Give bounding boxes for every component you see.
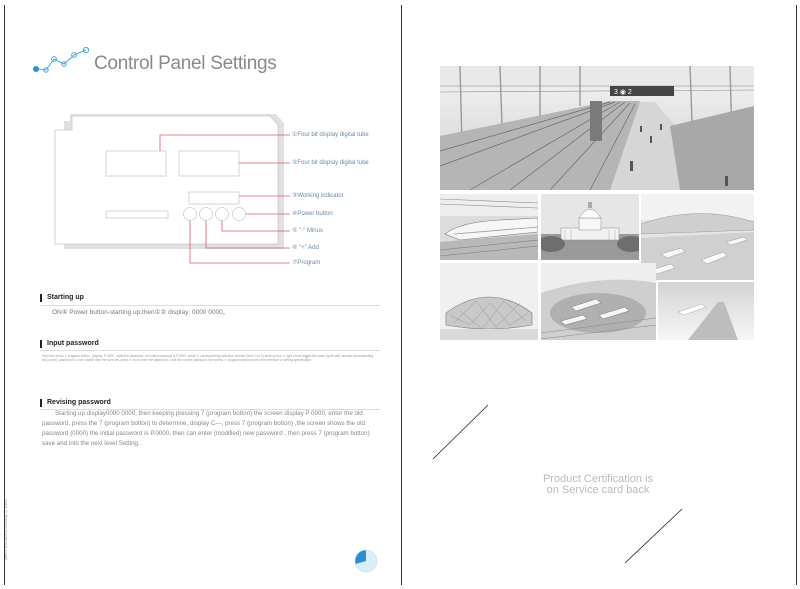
- digital-tube-display-1: [106, 151, 166, 176]
- callout-add: ⑥ "+" Add: [292, 245, 319, 251]
- callout-digital-tube-1: ①Four bit display digital tube: [292, 132, 369, 138]
- divider: [40, 305, 380, 306]
- cert-line-1: Product Certification is: [542, 473, 654, 485]
- svg-text:3 ◉ 2: 3 ◉ 2: [614, 89, 632, 96]
- add-button: [200, 208, 213, 221]
- program-button: [184, 208, 197, 221]
- certification-note: [401, 474, 795, 496]
- callout-program: ⑦Program: [292, 260, 321, 266]
- revising-password-heading: Revising password: [40, 399, 111, 407]
- railway-station-photo: [440, 66, 754, 190]
- minus-button: [216, 208, 229, 221]
- high-speed-train-photo: [440, 194, 538, 260]
- input-password-heading: Input password: [40, 340, 99, 348]
- runway-photo: [658, 282, 754, 340]
- page-dial-icon: [354, 549, 378, 573]
- revising-password-body: Starting up display0000 0000, then keeping pressing 7 (program botton) the screen display P 0000, enter the old password, press the 7 (program botton) to determine, display C---, press 7 (program botton) ,the screen shows the old password (0000) the initial password is P.0000, then can enter (modified) new password , then press 7 (program botton) save and into the next level Setting.: [42, 410, 370, 447]
- working-indicator: [189, 192, 239, 204]
- power-button: [233, 208, 246, 221]
- callout-power-button: ④Power button: [292, 211, 333, 217]
- airport-terminal-photo: [641, 194, 754, 280]
- callout-minus: ⑤ "-" Minus: [292, 228, 323, 234]
- birds-nest-stadium-photo: [440, 263, 538, 340]
- page-title: Control Panel Settings: [94, 53, 277, 74]
- side-note: ◎BOUT ◎ Productivity technology co.,limited.: [4, 498, 8, 560]
- digital-tube-display-2: [179, 151, 239, 176]
- starting-up-heading: Starting up: [40, 294, 84, 302]
- control-panel-diagram: [0, 0, 400, 300]
- cert-line-2: on Service card back: [546, 484, 650, 496]
- divider: [40, 350, 380, 351]
- aerial-airport-photo: [541, 263, 656, 340]
- decorative-line-bottom: [622, 506, 686, 566]
- callout-working-indicator: ③Working indicator: [292, 193, 344, 199]
- starting-up-body: ON④ Power button-starting up,then①② display: 0000 0000。: [52, 309, 230, 316]
- input-password-body: Hold and press ⑦ program button , display :P 0000 , write the password, the initial password is P.0000, press ⑤ corresponding selection number (from 0 to 9) under press ⑦ right arrow toggle bits value cycle shift, choose corresponding bit (cursor), password ⑥ num, switch after the sure set, press ⑦ to re-enter the password , until the correct password, then press ⑦ program button access the interface of setting specification.: [42, 354, 374, 363]
- callout-digital-tube-2: ②Four bit display digital tube: [292, 160, 369, 166]
- capitol-building-photo: [541, 194, 639, 260]
- decorative-line-top: [430, 402, 492, 462]
- program-label-bar: [106, 211, 168, 218]
